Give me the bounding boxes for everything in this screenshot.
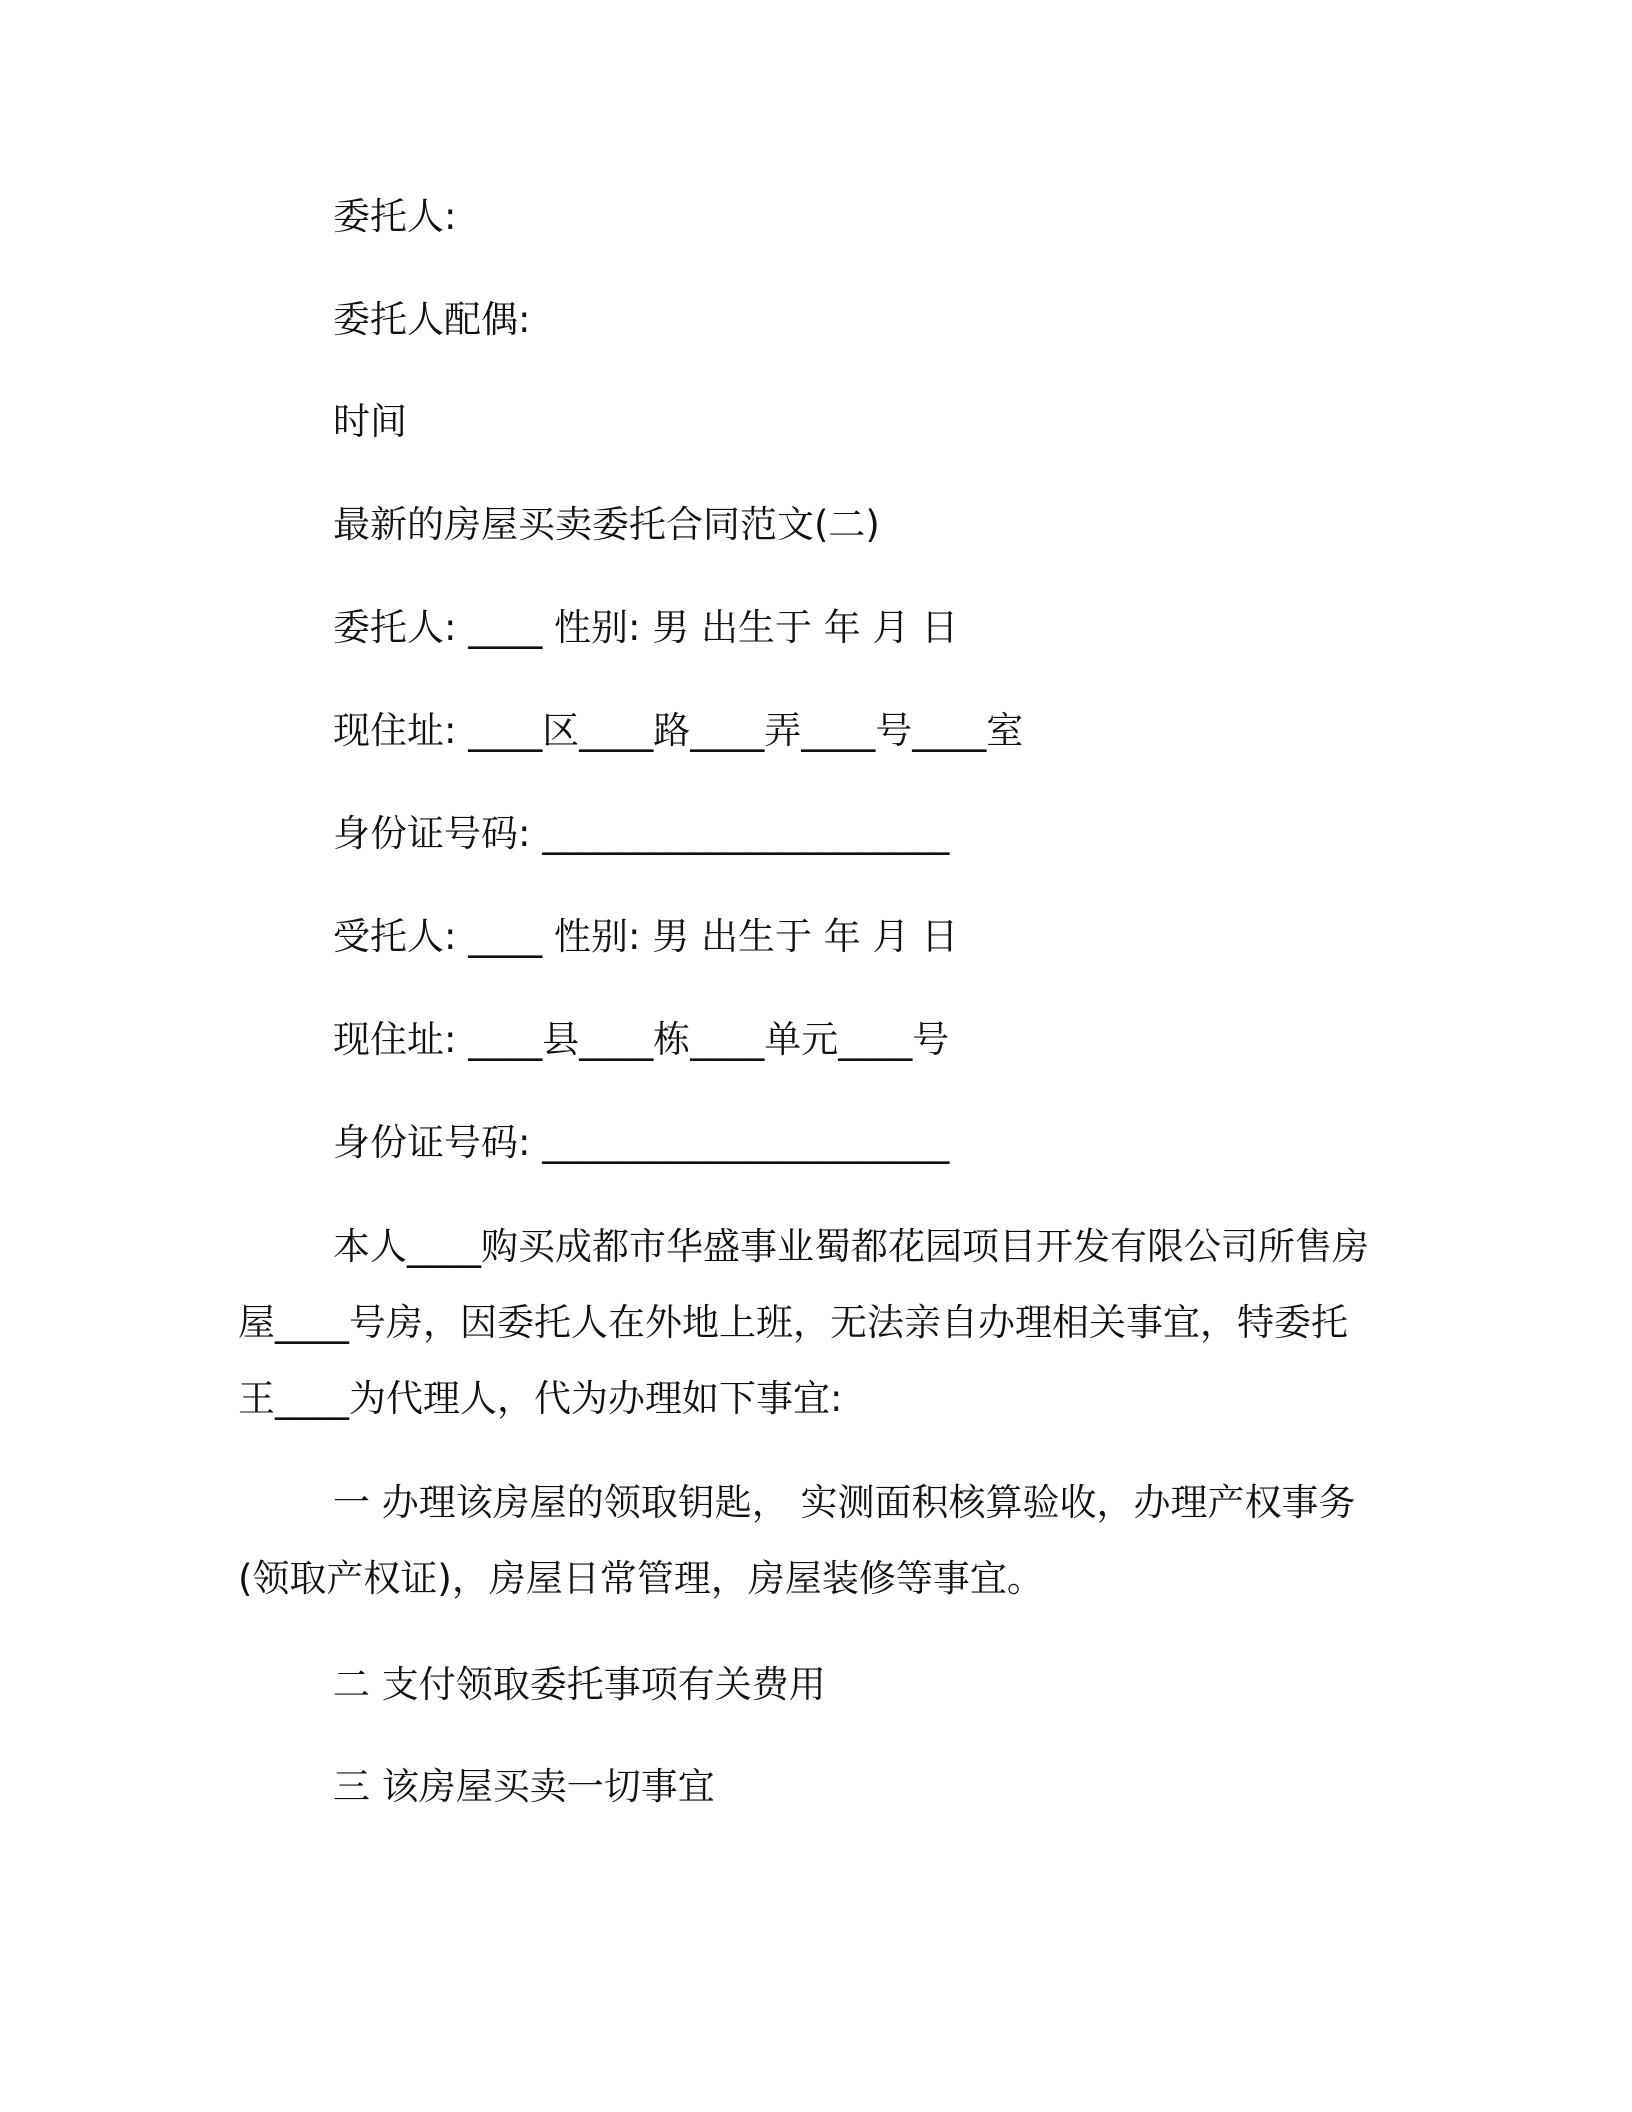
principal-address-line: 现住址: ____区____路____弄____号____室 (333, 709, 1024, 752)
principal-info-line: 委托人: ____ 性别: 男 出生于 年 月 日 (333, 606, 959, 649)
item-two: 二 支付领取委托事项有关费用 (333, 1663, 826, 1706)
principal-label: 委托人: (333, 195, 457, 238)
agent-info-line: 受托人: ____ 性别: 男 出生于 年 月 日 (333, 915, 959, 958)
paragraph-line: 屋____号房，因委托人在外地上班，无法亲自办理相关事宜，特委托 (238, 1301, 1348, 1344)
item-three: 三 该房屋买卖一切事宜 (333, 1765, 715, 1808)
principal-id-line: 身份证号码: ______________________ (333, 812, 950, 855)
date-label: 时间 (333, 400, 407, 443)
agent-id-line: 身份证号码: ______________________ (333, 1121, 950, 1164)
agent-address-line: 现住址: ____县____栋____单元____号 (333, 1018, 950, 1061)
paragraph-line: 一 办理该房屋的领取钥匙， 实测面积核算验收，办理产权事务 (333, 1481, 1356, 1524)
document-title: 最新的房屋买卖委托合同范文(二) (333, 503, 880, 546)
paragraph-line: 本人____购买成都市华盛事业蜀都花园项目开发有限公司所售房 (333, 1225, 1369, 1268)
item-one-paragraph (238, 1465, 1398, 1617)
authorization-paragraph (238, 1209, 1398, 1437)
paragraph-line: 王____为代理人，代为办理如下事宜: (238, 1377, 843, 1420)
paragraph-line: (领取产权证)，房屋日常管理，房屋装修等事宜。 (238, 1557, 1044, 1600)
principal-spouse-label: 委托人配偶: (333, 298, 531, 341)
